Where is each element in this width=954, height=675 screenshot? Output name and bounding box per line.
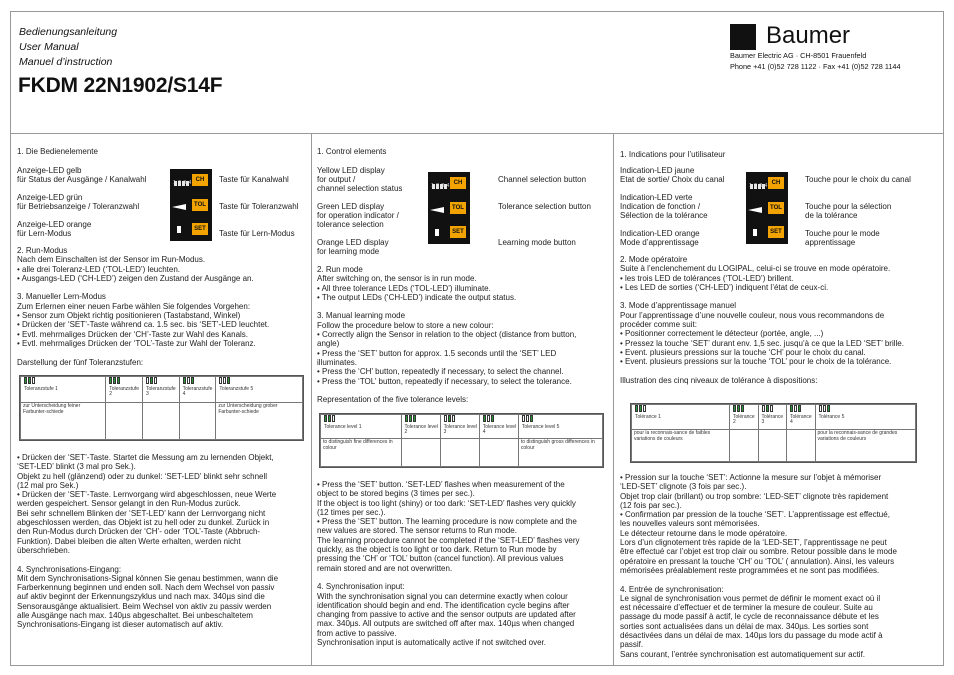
en-label-green-led-desc2: tolerance selection [317, 220, 384, 229]
de-sync-line: alle Ausgänge nach max. 140µs abgeschaltet. Bei unbeschaltetem [17, 611, 253, 621]
tolerance-level-3-leds [440, 415, 479, 439]
fr-after-line: (12 fois par sec.). [620, 500, 682, 510]
de-run-learn-block [17, 246, 309, 367]
en-after-line: pressing the ‘CH’ or ‘TOL’ button (cancel function). All previous values [317, 554, 564, 564]
de-control-panel [170, 169, 212, 241]
en-label-set-button: Learning mode button [498, 238, 576, 247]
fr-learn-line: procéder comme suit: [620, 320, 697, 330]
en-tolerance-caption: Representation of the five tolerance levels: [317, 395, 469, 405]
fr-run-line: • les trois LED de tolérances (‘TOL-LED’) brillent. [620, 273, 794, 283]
de-after-line: abgeschlossen werden, das Objekt ist zu hell oder zu dunkel. Zurück in [17, 518, 270, 528]
tolerance-level-1-leds [321, 415, 402, 439]
fr-after-line: mémorisées préalablement reste programmées et ne sont pas modifiées. [620, 565, 880, 575]
fr-sync-line: désactivées dans un délai de max. 140µs lors du passage du mode actif à [620, 631, 883, 641]
tolerance-level-4-leds [179, 377, 216, 403]
en-after-line: • Press the ‘SET’ button. ‘SET-LED’ flashes when measurement of the [317, 480, 565, 489]
channel-numbers: 1 2 3 4 [431, 183, 450, 189]
fr-after-line: • Pression sur la touche ‘SET’: Actionne la mesure sur l’objet à mémoriser [620, 473, 882, 482]
de-run-title: 2. Run-Modus [17, 246, 68, 255]
de-learn-line: • Evtl. mehrmaliges Drücken der ‘CH’-Taste zur Wahl des Kanals. [17, 329, 249, 339]
en-sync-line: With the synchronisation signal you can determine exactly when colour [317, 591, 568, 601]
tolerance-level-label: Tolerance level 4 [482, 423, 517, 436]
fr-after-line: les nouvelles valeurs sont mémorisées. [620, 519, 760, 529]
fr-sync-line: est nécessaire d’effectuer et de terminer la mesure de couleur. Suite au [620, 603, 873, 613]
set-button[interactable]: SET [768, 226, 784, 238]
fr-tolerance-caption: Illustration des cinq niveaux de tolérance à dispositions: [620, 375, 818, 385]
company-address: Baumer Electric AG · CH-8501 Frauenfeld [730, 51, 867, 60]
tolerance-gross-note: pour la reconnais-sance de grandes variations de couleurs [815, 430, 916, 462]
fr-run-learn-block [620, 255, 930, 385]
tolerance-level-2-leds [730, 405, 759, 430]
company-phone: Phone +41 (0)52 728 1122 · Fax +41 (0)52 728 1144 [730, 62, 901, 71]
de-run-line: • alle drei Toleranz-LED (‘TOL-LED’) leuchten. [17, 264, 181, 274]
de-label-green-led-desc: für Betriebsanzeige / Toleranzwahl [17, 202, 140, 211]
en-learn-line: • Correctly align the Sensor in relation to the object (distance from button, [317, 330, 577, 340]
en-label-ch-button: Channel selection button [498, 175, 587, 184]
en-label-yellow-led: Yellow LED display [317, 166, 385, 175]
fr-label-green-led-desc: Indication de fonction / [620, 202, 701, 211]
fr-learn-title: 3. Mode d’apprentissage manuel [620, 301, 737, 311]
tolerance-level-5-leds [518, 415, 602, 439]
fr-label-set-button-2: apprentissage [805, 238, 856, 247]
tolerance-led-icon [748, 207, 762, 213]
tolerance-level-label: Toleranzstufe 5 [219, 385, 254, 392]
en-label-tol-button: Tolerance selection button [498, 202, 591, 211]
logo-text: Baumer [766, 22, 851, 49]
fr-after-line: ‘LED-SET’ clignote (3 fois par sec.). [620, 482, 747, 492]
tolerance-level-label: Toleranzstufe 2 [109, 385, 140, 398]
tolerance-fine-note: pour la reconnais-sance de faibles variations de couleurs [632, 430, 730, 462]
tolerance-level-1-leds [632, 405, 730, 430]
de-sync-line: Farberkennung beginnen und enden soll. Nach dem Wechsel von passiv [17, 583, 275, 593]
logo-mark-icon [730, 24, 756, 50]
fr-sync-line: passage du mode passif à actif, le cycle de reconnaissance débute et les [620, 612, 879, 622]
en-label-orange-led-desc: for learning mode [317, 247, 380, 256]
tolerance-gross-note: to distinguish gross differences in colour [518, 439, 602, 467]
de-label-ch-button: Taste für Kanalwahl [219, 175, 289, 184]
set-led-icon [177, 226, 181, 233]
tolerance-level-label: Tolerance level 2 [404, 423, 438, 436]
fr-label-green-led-desc2: Sélection de la tolérance [620, 211, 708, 220]
en-learn-line: • Press the ‘TOL’ button, repeatedly if necessary, to select the tolerance. [317, 376, 572, 386]
en-after-line: object to be stored begins (3 times per sec.). [317, 489, 475, 499]
en-run-learn-block [317, 265, 609, 404]
de-label-tol-button: Taste für Toleranzwahl [219, 202, 299, 211]
tolerance-level-2-leds [401, 415, 440, 439]
tolerance-level-3-leds [758, 405, 787, 430]
company-info [730, 50, 901, 72]
fr-label-yellow-led-desc: Etat de sortie/ Choix du canal [620, 175, 725, 184]
en-learn-line: angle) [317, 339, 340, 349]
tolerance-fine-note: to distinguish fine differences in colour [321, 439, 402, 467]
de-label-set-button: Taste für Lern-Modus [219, 229, 295, 238]
tolerance-level-4-leds [479, 415, 518, 439]
en-sync-line: changing from passive to active and the sensor outputs are updated after [317, 610, 576, 620]
de-after-line: den Run-Modus durch Drücken der ‘CH’- oder ‘TOL’-Taste (Abbruch- [17, 527, 261, 537]
ch-button[interactable]: CH [450, 177, 466, 189]
en-learn-line: • Press the ‘CH’ button, repeatedly if necessary, to select the channel. [317, 367, 564, 377]
tolerance-level-label: Tolérance 3 [761, 413, 784, 426]
fr-label-tol-button-2: de la tolérance [805, 211, 858, 220]
fr-label-yellow-led: Indication-LED jaune [620, 166, 695, 175]
tolerance-led-icon [430, 207, 444, 213]
de-after-line: Funktion). Dabei bleiben die alten Werte erhalten, werden nicht [17, 536, 241, 546]
de-label-green-led: Anzeige-LED grün [17, 193, 83, 202]
tolerance-level-3-leds [142, 377, 179, 403]
fr-label-orange-led-desc: Mode d’apprentissage [620, 238, 699, 247]
fr-sync-line: Le signal de synchronisation vous permet de définir le moment exact où il [620, 593, 881, 603]
en-sync-line: identification should begin and end. The identification cycle begins after [317, 600, 570, 610]
en-label-orange-led: Orange LED display [317, 238, 389, 247]
column-divider-2 [613, 133, 614, 666]
title-en: User Manual [19, 41, 79, 53]
fr-section1-title: 1. Indications pour l’utilisateur [620, 150, 726, 159]
fr-sync-line: sorties sont actualisées dans un délai de max. 340µs. Les sorties sont [620, 621, 869, 631]
de-section1-title: 1. Die Bedienelemente [17, 147, 98, 156]
tolerance-level-label: Tolérance 1 [635, 413, 661, 420]
channel-leds-icon [174, 173, 192, 179]
en-sync-line: from active to passive. [317, 628, 397, 638]
en-label-yellow-led-desc2: channel selection status [317, 184, 403, 193]
fr-after-block [620, 473, 930, 659]
set-led-icon [753, 229, 757, 236]
en-after-line: quickly, as the object is too light or too dark. Return to Run mode by [317, 545, 557, 555]
de-after-line: • Drücken der ‘SET’-Taste. Lernvorgang wird abgeschlossen, neue Werte [17, 490, 277, 500]
de-label-orange-led: Anzeige-LED orange [17, 220, 92, 229]
tolerance-level-label: Toleranzstufe 4 [182, 385, 213, 398]
en-after-line: new values are stored. The sensor returns to Run mode. [317, 526, 517, 536]
de-after-line: (12 mal pro Sek.) [17, 480, 79, 490]
de-learn-line: • Evtl. mehrmaliges Drücken der ‘TOL’-Taste zur Wahl der Toleranz. [17, 338, 256, 348]
document-titles [19, 25, 117, 70]
tolerance-level-label: Tolérance 5 [818, 413, 845, 420]
channel-leds-icon [750, 176, 768, 182]
en-learn-line: Follow the procedure below to store a new colour: [317, 320, 494, 330]
tolerance-level-1-leds [21, 377, 106, 403]
de-after-line: überschrieben. [17, 545, 70, 555]
tolerance-level-4-leds [787, 405, 816, 430]
fr-label-tol-button: Touche pour la sélection [805, 202, 892, 211]
en-learn-line: • Press the ‘SET’ button for approx. 1.5 seconds until the ‘SET’ LED [317, 348, 557, 358]
title-fr: Manuel d’instruction [19, 56, 113, 68]
fr-learn-line: • Event. plusieurs pressions sur la touche ‘TOL’ pour le choix de la tolérance. [620, 357, 892, 367]
fr-sync-line: Sans courant, l’entrée synchronisation est automatiquement sur actif. [620, 649, 866, 659]
de-after-line: werden gespeichert. Sensor gelangt in den Run-Modus zurück. [17, 499, 241, 509]
en-sync-line: max. 340µs. All outputs are switched off after max. 140µs when changed [317, 619, 575, 629]
fr-after-line: Lors d’un clignotement très rapide de la ‘LED-SET’, l’apprentissage ne peut [620, 538, 887, 548]
tolerance-level-label: Tolérance 2 [733, 413, 755, 426]
tolerance-level-5-leds [216, 377, 303, 403]
title-de: Bedienungsanleitung [19, 26, 118, 38]
en-learn-title: 3. Manual learning mode [317, 311, 406, 321]
de-tolerance-table [19, 375, 304, 441]
en-label-green-led: Green LED display [317, 202, 385, 211]
de-learn-line: Zum Erlernen einer neuen Farbe wählen Sie folgendes Vorgehen: [17, 301, 251, 311]
tolerance-level-label: Tolérance 4 [790, 413, 812, 426]
en-section1-title: 1. Control elements [317, 147, 387, 156]
en-sync-line: Synchronisation input is automatically active if not switched over. [317, 638, 547, 648]
de-after-line: Objekt zu hell (glänzend) oder zu dunkel: ‘SET-LED’ blinkt sehr schnell [17, 471, 268, 481]
tolerance-level-label: Tolerance level 5 [521, 423, 560, 430]
tolerance-led-icon [172, 204, 186, 210]
fr-after-line: opératoire en pressant la touche ‘CH’ ou ‘TOL’ ( annulation). Ainsi, les valeurs [620, 556, 895, 566]
de-after-block [17, 453, 309, 630]
tol-button[interactable]: TOL [192, 199, 208, 211]
header-divider [10, 133, 944, 134]
de-sync-line: Sensorausgänge aktualisiert. Beim Wechsel von aktiv zu passiv werden [17, 601, 272, 611]
de-label-orange-led-desc: für Lern-Modus [17, 229, 72, 238]
en-after-block [317, 480, 609, 647]
tolerance-level-2-leds [106, 377, 143, 403]
tolerance-level-label: Toleranzstufe 3 [145, 385, 176, 398]
set-button[interactable]: SET [192, 223, 208, 235]
en-learn-line: illuminates. [317, 357, 358, 367]
de-after-line: • Drücken der ‘SET’-Taste. Startet die Messung am zu lernenden Objekt, [17, 453, 274, 462]
fr-after-line: Le détecteur retourne dans le mode opératoire. [620, 528, 788, 538]
de-learn-line: • Sensor zum Objekt richtig positionieren (Tastabstand, Winkel) [17, 311, 241, 321]
de-after-line: Bei sehr schnellem Blinken der ‘SET-LED’ kann der Lernvorgang nicht [17, 508, 266, 518]
channel-leds-icon [432, 176, 450, 182]
en-run-title: 2. Run mode [317, 265, 363, 274]
set-button[interactable]: SET [450, 226, 466, 238]
fr-control-panel [746, 172, 788, 244]
fr-after-line: Objet trop clair (brillant) ou trop sombre: ‘LED-SET’ clignote très rapidement [620, 491, 889, 501]
en-label-green-led-desc: for operation indicator / [317, 211, 399, 220]
tolerance-level-label: Tolerance level 1 [324, 423, 362, 430]
fr-after-line: être effectué car l’objet est trop clair ou sombre. Retour possible dans le mode [620, 547, 897, 557]
en-after-line: The learning procedure cannot be completed if the ‘SET-LED’ flashes very [317, 535, 580, 545]
fr-after-line: • Confirmation par pression de la touche ‘SET’. L’apprentissage est effectué, [620, 510, 890, 520]
tolerance-level-label: Toleranzstufe 1 [24, 385, 58, 392]
tolerance-level-label: Tolerance level 3 [443, 423, 478, 436]
en-run-line: • All three tolerance LEDs (‘TOL-LED’) illuminate. [317, 283, 491, 293]
ch-button[interactable]: CH [192, 174, 208, 186]
de-learn-title: 3. Manueller Lern-Modus [17, 292, 106, 302]
fr-run-line: Suite à l’enclenchement du LOGIPAL, celui-ci se trouve en mode opératoire. [620, 264, 891, 274]
fr-label-ch-button: Touche pour le choix du canal [805, 175, 911, 184]
en-after-line: If the object is too light (shiny) or too dark: ‘SET-LED’ flashes very quickly [317, 498, 576, 508]
de-learn-line: • Drücken der ‘SET’-Taste während ca. 1.5 sec. bis ‘SET’-LED leuchtet. [17, 320, 270, 330]
de-sync-line: Mit dem Synchronisations-Signal können Sie genau bestimmen, wann die [17, 573, 279, 583]
en-sync-title: 4. Synchronisation input: [317, 582, 405, 592]
de-sync-line: Synchronisations-Eingang ist dieser automatisch auf aktiv. [17, 620, 224, 630]
en-label-yellow-led-desc: for output / [317, 175, 356, 184]
fr-learn-line: • Positionner correctement le détecteur (portée, angle, ...) [620, 329, 824, 339]
de-label-yellow-led: Anzeige-LED gelb [17, 166, 82, 175]
ch-button[interactable]: CH [768, 177, 784, 189]
fr-label-green-led: Indication-LED verte [620, 193, 693, 202]
tol-button[interactable]: TOL [768, 202, 784, 214]
channel-numbers: 1 2 3 4 [173, 180, 192, 186]
fr-label-set-button: Touche pour le mode [805, 229, 880, 238]
fr-label-orange-led: Indication-LED orange [620, 229, 700, 238]
fr-sync-title: 4. Entrée de synchronisation: [620, 584, 724, 594]
en-after-line: (12 times per sec.). [317, 507, 386, 517]
en-tolerance-table [319, 413, 604, 468]
fr-learn-line: Pour l’apprentissage d’une nouvelle couleur, nous vous recommandons de [620, 310, 885, 320]
en-after-line: remain stored and are not overwritten. [317, 563, 453, 573]
en-control-panel [428, 172, 470, 244]
tol-button[interactable]: TOL [450, 202, 466, 214]
de-sync-title: 4. Synchronisations-Eingang: [17, 564, 122, 574]
de-run-line: Nach dem Einschalten ist der Sensor im Run-Modus. [17, 255, 206, 265]
set-led-icon [435, 229, 439, 236]
de-after-line: ‘SET-LED’ blinkt (3 mal pro Sek.). [17, 462, 136, 472]
model-number: FKDM 22N1902/S14F [18, 74, 223, 97]
tolerance-level-5-leds [815, 405, 916, 430]
channel-numbers: 1 2 3 4 [749, 183, 768, 189]
de-label-yellow-led-desc: für Status der Ausgänge / Kanalwahl [17, 175, 147, 184]
fr-learn-line: • Pressez la touche ‘SET’ durant env. 1,5 sec. jusqu’à ce que la LED ‘SET’ brille. [620, 338, 904, 348]
tolerance-fine-note: zur Unterscheidung feiner Farbunter-schiede [21, 403, 106, 440]
de-sync-line: auf aktiv beginnt der Erkennungszyklus und nach max. 340µs sind die [17, 592, 265, 602]
en-run-line: • The output LEDs (‘CH-LED’) indicate the output status. [317, 292, 517, 302]
de-run-line: • Ausgangs-LED (‘CH-LED’) zeigen den Zustand der Ausgänge an. [17, 273, 254, 283]
de-tolerance-caption: Darstellung der fünf Toleranzstufen: [17, 357, 144, 367]
tolerance-gross-note: zur Unterscheidung grober Farbunter-schiede [216, 403, 303, 440]
column-divider-1 [311, 133, 312, 666]
fr-tolerance-table [630, 403, 917, 463]
fr-learn-line: • Event. plusieurs pressions sur la touche ‘CH’ pour le choix du canal. [620, 347, 866, 357]
fr-run-title: 2. Mode opératoire [620, 255, 688, 264]
en-after-line: • Press the ‘SET’ button. The learning procedure is now complete and the [317, 517, 577, 527]
en-run-line: After switching on, the sensor is in run mode. [317, 274, 477, 284]
fr-run-line: • Les LED de sorties (‘CH-LED’) indiquent l’état de ceux-ci. [620, 282, 829, 292]
fr-sync-line: passif. [620, 640, 644, 650]
